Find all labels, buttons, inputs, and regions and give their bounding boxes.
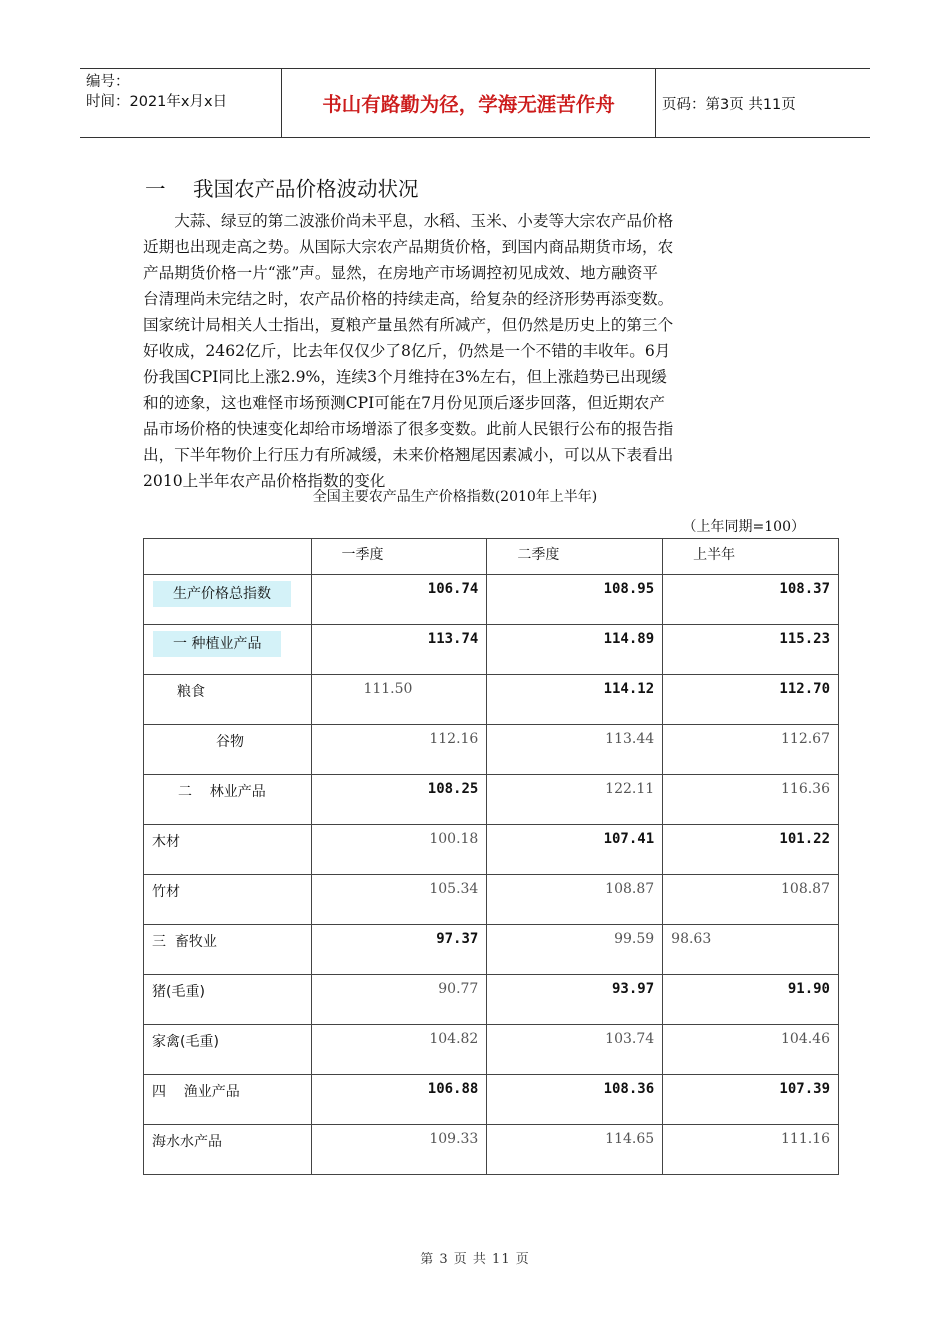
- paragraph-line: 2010上半年农产品价格指数的变化: [143, 472, 386, 490]
- header-cell-empty: [144, 539, 312, 575]
- value-cell: 108.95: [603, 581, 655, 597]
- paragraph-line: 和的迹象，这也难怪市场预测CPI可能在7月份见顶后逐步回落，但近期农产: [143, 394, 665, 412]
- value-cell: 113.74: [427, 631, 479, 647]
- value-cell: 106.88: [427, 1081, 479, 1097]
- value-cell: 108.25: [427, 781, 479, 797]
- paragraph-line: 近期也出现走高之势。从国际大宗农产品期货价格，到国内商品期货市场，农: [143, 238, 674, 256]
- value-cell: 116.36: [781, 781, 830, 797]
- value-cell: 113.44: [605, 731, 655, 747]
- value-cell: 108.87: [605, 881, 655, 897]
- value-cell: 111.16: [781, 1131, 830, 1147]
- row-label: 竹材: [152, 884, 180, 900]
- header-cell-h1: 上半年: [663, 539, 839, 575]
- section-title: 我国农产品价格波动状况: [193, 177, 419, 201]
- row-label: 家禽(毛重): [152, 1034, 219, 1050]
- value-cell: 90.77: [438, 981, 479, 997]
- table-row: [144, 975, 839, 1025]
- value-cell: 93.97: [612, 981, 655, 997]
- value-cell: 108.87: [781, 881, 830, 897]
- value-cell: 109.33: [429, 1131, 479, 1147]
- paragraph-line: 出，下半年物价上行压力有所减缓，未来价格翘尾因素减小，可以从下表看出: [143, 446, 674, 464]
- table-row: [144, 1075, 839, 1125]
- value-cell: 101.22: [779, 831, 830, 847]
- value-cell: 103.74: [605, 1031, 655, 1047]
- table-row: [144, 675, 839, 725]
- price-index-table: [143, 538, 839, 1175]
- row-label: 一 种植业产品: [153, 631, 281, 657]
- header-cell-q1: 一季度: [311, 539, 487, 575]
- row-label: 木材: [152, 834, 180, 850]
- table-row: [144, 1125, 839, 1175]
- table-row: [144, 875, 839, 925]
- value-cell: 111.50: [363, 681, 413, 697]
- value-cell: 105.34: [429, 881, 479, 897]
- table-row: [144, 625, 839, 675]
- value-cell: 112.67: [781, 731, 830, 747]
- value-cell: 115.23: [779, 631, 830, 647]
- value-cell: 107.41: [603, 831, 655, 847]
- value-cell: 99.59: [614, 931, 655, 947]
- value-cell: 100.18: [429, 831, 479, 847]
- paragraph-line: 好收成，2462亿斤，比去年仅仅少了8亿斤，仍然是一个不错的丰收年。6月: [143, 342, 671, 360]
- row-label: 猪(毛重): [152, 984, 205, 1000]
- row-label: 粮食: [177, 684, 205, 700]
- row-label: 四 渔业产品: [152, 1084, 240, 1100]
- value-cell: 108.36: [603, 1081, 655, 1097]
- paragraph-line: 产品期货价格一片“涨”声。显然，在房地产市场调控初见成效、地方融资平: [143, 264, 658, 282]
- value-cell: 112.16: [429, 731, 479, 747]
- value-cell: 108.37: [779, 581, 830, 597]
- body-paragraph: [143, 208, 798, 494]
- value-cell: 112.70: [779, 681, 830, 697]
- row-label: 二 林业产品: [178, 784, 266, 800]
- section-heading: [145, 172, 419, 202]
- table-row: [144, 925, 839, 975]
- table-row: [144, 725, 839, 775]
- row-label: 海水水产品: [152, 1134, 222, 1150]
- table-base-note: （上年同期=100）: [682, 519, 805, 535]
- table-row: [144, 1025, 839, 1075]
- table-row: [144, 575, 839, 625]
- table-row: [144, 775, 839, 825]
- table-header-row: [144, 539, 839, 575]
- header-cell-q2: 二季度: [487, 539, 663, 575]
- value-cell: 106.74: [427, 581, 479, 597]
- value-cell: 98.63: [671, 931, 712, 947]
- table-row: [144, 825, 839, 875]
- header-page-number: 页码：第3页 共11页: [662, 96, 796, 113]
- paragraph-line: 份我国CPI同比上涨2.9%，连续3个月维持在3%左右，但上涨趋势已出现缓: [143, 368, 667, 386]
- value-cell: 104.46: [781, 1031, 830, 1047]
- header-motto: 书山有路勤为径，学海无涯苦作舟: [281, 69, 656, 137]
- header-meta: [80, 69, 280, 140]
- value-cell: 122.11: [605, 781, 655, 797]
- value-cell: 97.37: [436, 931, 479, 947]
- row-label: 三 畜牧业: [152, 934, 217, 950]
- value-cell: 91.90: [787, 981, 830, 997]
- value-cell: 114.12: [603, 681, 655, 697]
- row-label: 生产价格总指数: [153, 581, 291, 607]
- value-cell: 114.89: [603, 631, 655, 647]
- value-cell: 104.82: [429, 1031, 479, 1047]
- value-cell: 114.65: [605, 1131, 655, 1147]
- page-header: [80, 68, 870, 138]
- paragraph-line: 品市场价格的快速变化却给市场增添了很多变数。此前人民银行公布的报告指: [143, 420, 674, 438]
- paragraph-line: 国家统计局相关人士指出，夏粮产量虽然有所减产，但仍然是历史上的第三个: [143, 316, 674, 334]
- paragraph-line: 台清理尚未完结之时，农产品价格的持续走高，给复杂的经济形势再添变数。: [143, 290, 674, 308]
- value-cell: 107.39: [779, 1081, 830, 1097]
- document-date-label: 时间：2021年x月x日: [86, 94, 228, 110]
- page-footer: 第 3 页 共 11 页: [420, 1252, 530, 1267]
- section-number: 一: [145, 177, 166, 201]
- table-caption: 全国主要农产品生产价格指数(2010年上半年): [312, 489, 598, 505]
- row-label: 谷物: [216, 734, 244, 750]
- paragraph-line: 大蒜、绿豆的第二波涨价尚未平息，水稻、玉米、小麦等大宗农产品价格: [143, 212, 674, 230]
- document-id-label: 编号：: [86, 74, 130, 90]
